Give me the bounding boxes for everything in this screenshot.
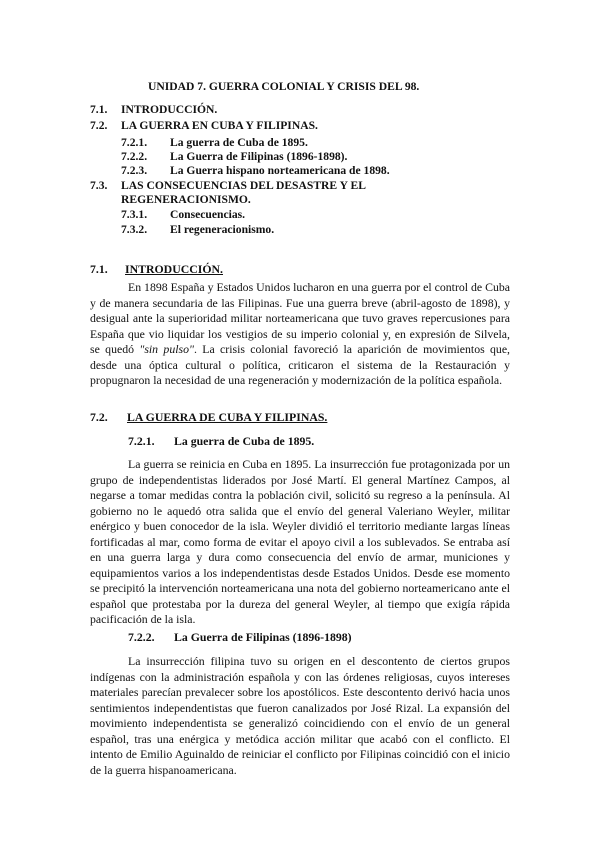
- toc-item: [121, 164, 390, 178]
- toc-label: INTRODUCCIÓN.: [121, 103, 218, 116]
- paragraph-text: La guerra se reinicia en Cuba en 1895. La insurrección fue protagonizada por un grupo de independentistas liderados por José Martí. El general Martínez Campos, al negarse a tomar medidas contra la población civil, solicitó su regreso a la península. Al gobierno no le aquedó otra salida que el envío del general Valeriano Weyler, militar enérgico y buen conocedor de la isla. Weyler dividió el territorio mediante largas líneas fortificadas al mar, como forma de evitar el apoyo civil a los sublevados. Se entraba así en una guerra larga y dura como consecuencia del envío de armar, municiones y equipamientos varios a los independentistas desde Estados Unidos. Desde ese momento se precipitó la intervención norteamericana una nota del gobierno norteamericano ante el español que protestaba por la dureza del general Weyler, al tiempo que exigía rápida pacificación de la isla.: [90, 457, 510, 627]
- document-title: UNIDAD 7. GUERRA COLONIAL Y CRISIS DEL 98.: [148, 80, 420, 93]
- subsection-heading-cuba: [128, 434, 314, 449]
- subsection-heading-filipinas: [128, 630, 352, 645]
- toc-item-continuation: [121, 193, 251, 207]
- paragraph-text: En 1898 España y Estados Unidos lucharon en una guerra por el control de Cuba y de manera secundaria de las Filipinas. Fue una guerra breve (abril-agosto de 1898), y desigual ante la superioridad militar norteamericana que tuvo graves repercusiones para España que vio liquidar los vestigios de su imperio colonial y, en expresión de Silvela, se quedó: [90, 280, 510, 357]
- toc-number: 7.2.1.: [121, 136, 148, 149]
- section-number: 7.1.: [90, 262, 108, 276]
- paragraph-guerra-filipinas: [90, 654, 510, 778]
- toc-label: REGENERACIONISMO.: [121, 193, 251, 206]
- paragraph-introduccion: [90, 280, 510, 389]
- paragraph-text-end: . La crisis colonial favoreció la aparición de movimientos que, desde una óptica cultural o política, criticaron el sistema de la Restauración y propugnaron la necesidad de una regeneración y modernización de la política española.: [90, 342, 511, 388]
- toc-label: LA GUERRA EN CUBA Y FILIPINAS.: [121, 119, 318, 132]
- subsection-title: La Guerra de Filipinas (1896-1898): [174, 630, 352, 644]
- toc-label: LAS CONSECUENCIAS DEL DESASTRE Y EL: [121, 179, 366, 192]
- paragraph-guerra-cuba: [90, 457, 510, 628]
- toc-item: [90, 179, 366, 193]
- toc-item: [90, 103, 217, 117]
- section-title: LA GUERRA DE CUBA Y FILIPINAS.: [127, 410, 328, 424]
- toc-item: [121, 223, 274, 237]
- subsection-number: 7.2.2.: [128, 630, 155, 644]
- toc-number: 7.2.3.: [121, 164, 148, 177]
- toc-item: [121, 208, 245, 222]
- section-heading-guerra-cuba-filipinas: [90, 410, 327, 425]
- toc-number: 7.2.2.: [121, 150, 148, 163]
- toc-label: La Guerra de Filipinas (1896-1898).: [170, 150, 348, 163]
- subsection-number: 7.2.1.: [128, 434, 155, 448]
- toc-label: La guerra de Cuba de 1895.: [170, 136, 308, 149]
- paragraph-text: La insurrección filipina tuvo su origen en el descontento de ciertos grupos indígenas con la administración española y con las órdenes religiosas, cuyos intereses materiales parecían prevalecer sobre los apostólicos. Este descontento derivó hacia unos sentimientos independentistas que fueron canalizados por José Rizal. La expansión del movimiento independentista se generalizó coincidiendo con el envío de un general español, tras una enérgica y metódica acción militar que acabó con el conflicto. El intento de Emilio Aguinaldo de reiniciar el conflicto por Filipinas coincidió con el inicio de la guerra hispanoamericana.: [90, 654, 510, 777]
- toc-label: La Guerra hispano norteamericana de 1898.: [170, 164, 390, 177]
- toc-number: 7.3.2.: [121, 223, 148, 236]
- toc-item: [90, 119, 318, 133]
- section-title: INTRODUCCIÓN.: [125, 262, 223, 276]
- section-number: 7.2.: [90, 410, 108, 424]
- toc-number: 7.3.1.: [121, 208, 148, 221]
- toc-label: El regeneracionismo.: [170, 223, 275, 236]
- toc-number: 7.1.: [90, 103, 108, 116]
- toc-number: 7.2.: [90, 119, 108, 132]
- toc-item: [121, 136, 308, 150]
- toc-label: Consecuencias.: [170, 208, 246, 221]
- toc-number: 7.3.: [90, 179, 108, 192]
- section-heading-introduccion: [90, 262, 223, 277]
- toc-item: [121, 150, 347, 164]
- subsection-title: La guerra de Cuba de 1895.: [174, 434, 315, 448]
- quote-sin-pulso: "sin pulso": [139, 342, 194, 357]
